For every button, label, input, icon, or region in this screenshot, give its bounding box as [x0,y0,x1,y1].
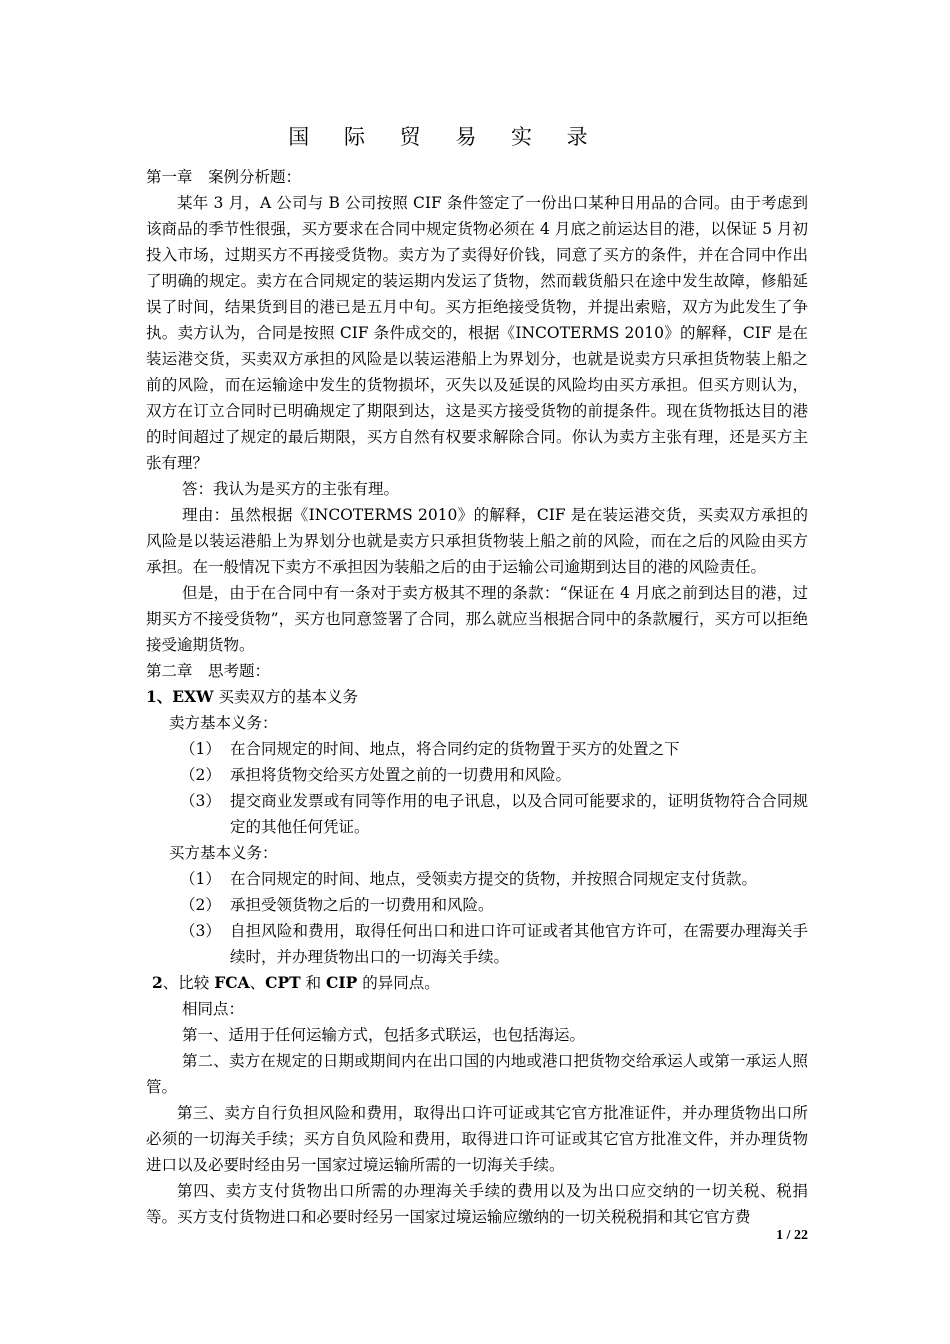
document-body [146,164,808,1230]
question2-sep: 和 [300,974,327,992]
question2-tail: 的异同点。 [357,974,440,992]
seller-obligations-list [146,736,808,840]
chapter1-heading: 第一章 案例分析题： [146,168,302,186]
similarity-point: 第三、卖方自行负担风险和费用，取得出口许可证或其它官方批准证件，并办理货物出口所必须的一切海关手续；买方自负风险和费用，取得进口许可证或其它官方批准文件，并办理货物进口以及必要时经由另一国家过境运输所需的一切海关手续。 [146,1104,808,1174]
question2-number: 2 [152,973,163,992]
list-item-number: （2） [180,896,221,914]
list-item-text: 承担受领货物之后的一切费用和风险。 [230,896,494,914]
list-item-text: 自担风险和费用，取得任何出口和进口许可证或者其他官方许可，在需要办理海关手续时，并办理货物出口的一切海关手续。 [230,922,808,966]
similarity-point: 第四、卖方支付货物出口所需的办理海关手续的费用以及为出口应交纳的一切关税、税捐等。买方支付货物进口和必要时经另一国家过境运输应缴纳的一切关税税捐和其它官方费 [146,1182,808,1226]
page-number: 1 / 22 [776,1228,808,1243]
list-item-number: （3） [180,922,221,940]
similarities-label: 相同点： [182,1000,245,1018]
question1-text: 买卖双方的基本义务 [213,688,358,706]
question1-number: 1、 [146,687,173,706]
term-fca: FCA [214,973,250,992]
list-item-text: 在合同规定的时间、地点，受领卖方提交的货物，并按照合同规定支付货款。 [230,870,758,888]
case-paragraph: 某年 3 月，A 公司与 B 公司按照 CIF 条件签定了一份出口某种日用品的合同。由于考虑到该商品的季节性很强，买方要求在合同中规定货物必须在 4 月底之前运达目的港，以保证 5 月初投入市场，过期买方不再接受货物。卖方为了卖得好价钱，同意了买方的条件，并在合同中作出了明确的规定。卖方在合同规定的装运期内发运了货物，然而载货船只在途中发生故障，修船延误了时间，结果货到目的港已是五月中旬。买方拒绝接受货物，并提出索赔，双方为此发生了争执。卖方认为，合同是按照 CIF 条件成交的，根据《INCOTERMS 2010》的解释，CIF 是在装运港交货，买卖双方承担的风险是以装运港船上为界划分，也就是说卖方只承担货物装上船之前的风险，而在运输途中发生的货物损坏，灭失以及延误的风险均由买方承担。但买方则认为，双方在订立合同时已明确规定了期限到达，这是买方接受货物的前提条件。现在货物抵达目的港的时间超过了规定的最后期限，买方自然有权要求解除合同。你认为卖方主张有理，还是买方主张有理？ [146,194,808,472]
buyer-obligations-label: 买方基本义务： [169,844,278,862]
list-item [146,918,808,970]
list-item-text: 提交商业发票或有同等作用的电子讯息，以及合同可能要求的，证明货物符合合同规定的其他任何凭证。 [230,792,808,836]
list-item [146,866,808,892]
buyer-obligations-list [146,866,808,970]
question1-heading [146,684,808,710]
list-item [146,762,808,788]
question2-sep: 、 [249,974,266,992]
list-item-text: 承担将货物交给买方处置之前的一切费用和风险。 [230,766,572,784]
document-title: 国 际 贸 易 实 录 [288,125,602,149]
question2-heading [146,970,808,996]
list-item-text: 在合同规定的时间、地点，将合同约定的货物置于买方的处置之下 [230,740,680,758]
question1-term: EXW [172,687,214,706]
term-cpt: CPT [265,973,301,992]
reason-paragraph: 理由：虽然根据《INCOTERMS 2010》的解释，CIF 是在装运港交货，买卖双方承担的风险是以装运港船上为界划分也就是卖方只承担货物装上船之前的风险，而在之后的风险由买方承担。在一般情况下卖方不承担因为装船之后的由于运输公司逾期到达目的港的风险责任。 [146,506,808,576]
list-item-number: （1） [180,870,221,888]
list-item-number: （1） [180,740,221,758]
chapter2-heading: 第二章 思考题： [146,662,271,680]
list-item-number: （2） [180,766,221,784]
list-item [146,736,808,762]
but-paragraph: 但是，由于在合同中有一条对于卖方极其不理的条款：“保证在 4 月底之前到达目的港，过期买方不接受货物”，买方也同意签署了合同，那么就应当根据合同中的条款履行，买方可以拒绝接受逾期货物。 [146,584,808,654]
term-cip: CIP [326,973,358,992]
similarity-point: 第二、卖方在规定的日期或期间内在出口国的内地或港口把货物交给承运人或第一承运人照管。 [146,1052,808,1096]
similarity-point: 第一、适用于任何运输方式，包括多式联运，也包括海运。 [182,1026,586,1044]
list-item [146,788,808,840]
list-item-number: （3） [180,792,221,810]
answer-paragraph: 答：我认为是买方的主张有理。 [182,480,400,498]
seller-obligations-label: 卖方基本义务： [169,714,278,732]
list-item [146,892,808,918]
question2-sep: 、比较 [162,974,215,992]
